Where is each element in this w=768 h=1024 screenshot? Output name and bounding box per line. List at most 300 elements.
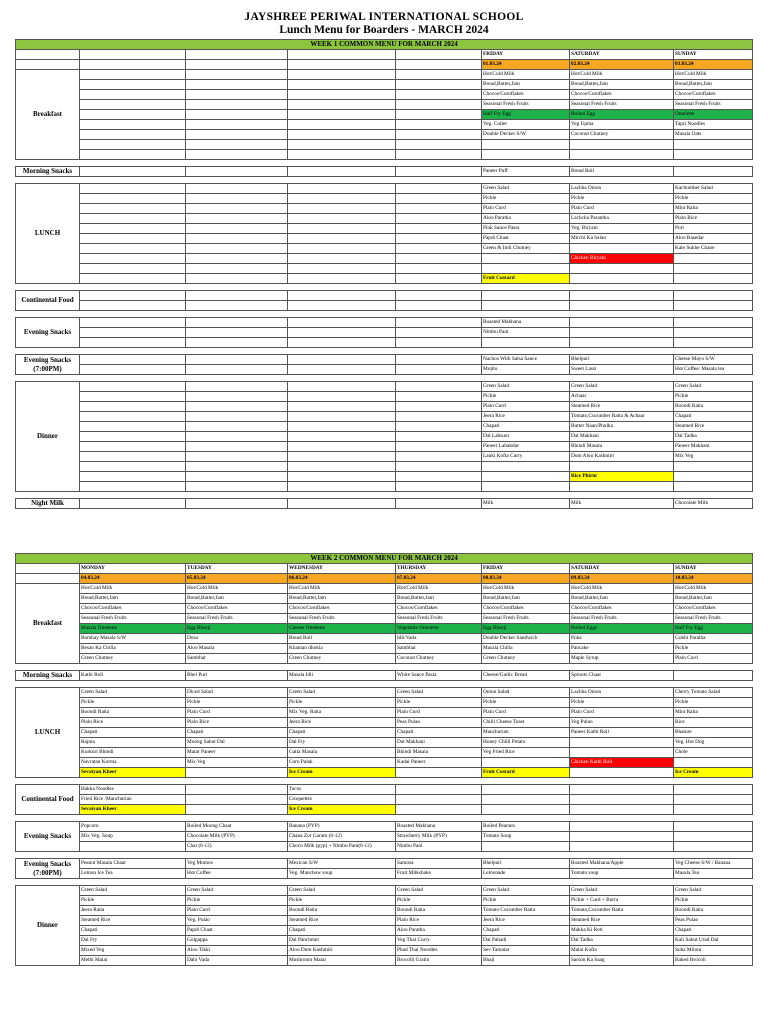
menu-item	[80, 140, 186, 150]
menu-item: Mirchi Ka Salan	[570, 234, 674, 244]
menu-item: Plain Curd	[186, 906, 288, 916]
menu-row	[16, 70, 753, 80]
menu-item	[288, 392, 396, 402]
menu-item: Half Fry Egg	[482, 110, 570, 120]
menu-item	[482, 140, 570, 150]
date-cell	[288, 60, 396, 70]
menu-row	[16, 698, 753, 708]
date-cell: 06.03.24	[288, 574, 396, 584]
menu-item: Malai Kofta	[570, 946, 674, 956]
section-label: Evening Snacks (7:00PM)	[16, 859, 80, 879]
menu-item	[186, 768, 288, 778]
menu-item	[80, 482, 186, 492]
menu-item: Veg Pulao	[570, 718, 674, 728]
menu-item: Green Chutney	[482, 654, 570, 664]
menu-item	[396, 184, 482, 194]
menu-item	[80, 392, 186, 402]
menu-item: Pickle	[674, 392, 753, 402]
week-header-row	[16, 40, 753, 50]
section-label: Continental Food	[16, 291, 80, 311]
menu-row	[16, 822, 753, 832]
menu-item	[186, 795, 288, 805]
date-cell	[80, 60, 186, 70]
menu-row	[16, 462, 753, 472]
menu-item	[80, 184, 186, 194]
menu-item: Chana Zor Garam (6-12)	[288, 832, 396, 842]
menu-item: Mojito	[482, 365, 570, 375]
menu-item	[80, 224, 186, 234]
menu-item: Omelette	[674, 110, 753, 120]
section-label: Breakfast	[16, 584, 80, 664]
menu-item: Gatta Masala	[288, 748, 396, 758]
menu-item	[288, 110, 396, 120]
menu-item	[396, 194, 482, 204]
menu-item: Mint Raita	[674, 708, 753, 718]
menu-item: Hot/Cold Milk	[80, 584, 186, 594]
menu-item	[396, 462, 482, 472]
day-name: SUNDAY	[674, 564, 753, 574]
menu-item	[396, 214, 482, 224]
menu-item	[396, 254, 482, 264]
menu-row	[16, 644, 753, 654]
menu-item	[288, 462, 396, 472]
menu-item: Chai (6-12)	[186, 842, 288, 852]
menu-item: Chapati	[80, 728, 186, 738]
menu-item	[288, 365, 396, 375]
section-label: Morning Snacks	[16, 167, 80, 177]
menu-item	[674, 254, 753, 264]
menu-item	[674, 274, 753, 284]
menu-item	[186, 90, 288, 100]
menu-row	[16, 768, 753, 778]
menu-item: Aloo Paratha	[396, 926, 482, 936]
menu-row	[16, 499, 753, 509]
date-cell: 09.03.24	[570, 574, 674, 584]
menu-item: Masala Idli	[288, 671, 396, 681]
menu-item	[186, 318, 288, 328]
menu-item	[288, 234, 396, 244]
menu-row	[16, 594, 753, 604]
menu-row	[16, 355, 753, 365]
menu-item: Pickle	[570, 698, 674, 708]
menu-item	[570, 140, 674, 150]
menu-item: Bread,Butter,Jam	[674, 594, 753, 604]
menu-item: Pickle	[482, 896, 570, 906]
menu-item: Jeera Rice	[288, 718, 396, 728]
menu-item: Masala Omelette	[80, 624, 186, 634]
day-name	[186, 50, 288, 60]
menu-item	[80, 452, 186, 462]
menu-row	[16, 110, 753, 120]
menu-item: Corn Palak	[288, 758, 396, 768]
menu-row	[16, 946, 753, 956]
menu-row	[16, 624, 753, 634]
menu-item	[482, 301, 570, 311]
menu-item	[186, 274, 288, 284]
menu-item: White Sauce Pasta	[396, 671, 482, 681]
menu-item: Mix Veg	[186, 758, 288, 768]
menu-item: Bread,Butter,Jam	[396, 594, 482, 604]
menu-item: Tomato,Cucumber Raita & Achaar	[570, 412, 674, 422]
menu-item: Strawberry Milk (PYP)	[396, 832, 482, 842]
menu-item	[288, 120, 396, 130]
menu-item: Ice Cream	[288, 768, 396, 778]
menu-item: Bread,Butter,Jam	[482, 80, 570, 90]
menu-item	[396, 291, 482, 301]
menu-item: Pickle	[80, 896, 186, 906]
menu-item: Milk	[570, 499, 674, 509]
menu-item	[80, 442, 186, 452]
menu-item	[674, 264, 753, 274]
menu-item	[396, 130, 482, 140]
menu-item: Lachha Onion	[570, 688, 674, 698]
menu-item	[674, 301, 753, 311]
menu-item: Green Salad	[186, 886, 288, 896]
menu-item	[186, 204, 288, 214]
menu-item	[288, 150, 396, 160]
menu-item	[288, 338, 396, 348]
corner-cell	[16, 564, 80, 574]
menu-item: Seasonal Fresh Fruits	[80, 614, 186, 624]
menu-item	[396, 499, 482, 509]
menu-item: Banana (PYP)	[288, 822, 396, 832]
menu-item: Green Salad	[674, 382, 753, 392]
menu-item	[186, 805, 288, 815]
menu-item	[80, 100, 186, 110]
menu-item: Sweet Lassi	[570, 365, 674, 375]
dates-row	[16, 574, 753, 584]
menu-item: Dal Makhani	[396, 738, 482, 748]
menu-item: Boiled Peanuts	[482, 822, 570, 832]
menu-item: Diced Salad	[186, 688, 288, 698]
menu-item	[674, 318, 753, 328]
menu-item: Plain Curd	[396, 708, 482, 718]
menu-item: Lauki Kofta Curry	[482, 452, 570, 462]
menu-item: Phad Thai Noodles	[396, 946, 482, 956]
menu-item: Pickle	[674, 896, 753, 906]
menu-item: Mix Veg. Soup	[80, 832, 186, 842]
menu-item: Seasonal Fresh Fruits	[396, 614, 482, 624]
day-names-row	[16, 564, 753, 574]
menu-item: Chocos/Cornflakes	[482, 90, 570, 100]
menu-item: Boiled Moong Chaat	[186, 822, 288, 832]
menu-item: Bread Roll	[288, 634, 396, 644]
menu-item: Jeera Rice	[482, 412, 570, 422]
menu-item	[186, 291, 288, 301]
menu-item: Pickle	[396, 896, 482, 906]
menu-item: Green & Imli Chutney	[482, 244, 570, 254]
menu-item: Green Salad	[396, 886, 482, 896]
menu-item	[288, 194, 396, 204]
menu-item: Aloo Masala	[186, 644, 288, 654]
menu-item	[482, 150, 570, 160]
menu-item: Green Salad	[570, 382, 674, 392]
menu-item: Steamed Rice	[570, 916, 674, 926]
menu-item	[80, 120, 186, 130]
menu-row	[16, 301, 753, 311]
menu-item: Baked Brocoli	[674, 956, 753, 966]
menu-row	[16, 264, 753, 274]
menu-item: Jeera Rice	[482, 916, 570, 926]
menu-row	[16, 859, 753, 869]
menu-item: Aloo Rasedar	[674, 234, 753, 244]
menu-item	[570, 301, 674, 311]
menu-item: Veg. Pulao	[186, 916, 288, 926]
section-label: LUNCH	[16, 184, 80, 284]
menu-item	[288, 472, 396, 482]
menu-item	[80, 234, 186, 244]
menu-item: Chocos/Cornflakes	[674, 90, 753, 100]
menu-item: Cheese Omelette	[288, 624, 396, 634]
menu-item	[80, 365, 186, 375]
menu-item: Manchurian	[482, 728, 570, 738]
menu-item	[80, 301, 186, 311]
menu-item	[570, 832, 674, 842]
menu-item: Steamed Rice	[80, 916, 186, 926]
menu-item: Pickle	[674, 644, 753, 654]
menu-item: Mexican S/W	[288, 859, 396, 869]
menu-item	[396, 482, 482, 492]
day-name: FRIDAY	[482, 50, 570, 60]
menu-item: Tomato Soup	[482, 832, 570, 842]
menu-item: Jeera Raita	[80, 906, 186, 916]
section-label: Breakfast	[16, 70, 80, 160]
menu-item: Dal Lahsuni	[482, 432, 570, 442]
section-spacer	[16, 778, 753, 785]
menu-item	[186, 785, 288, 795]
menu-item	[396, 365, 482, 375]
menu-item: Boiled Eggs	[570, 624, 674, 634]
menu-item: Bhindi Masala	[570, 442, 674, 452]
day-name: TUESDAY	[186, 564, 288, 574]
menu-item	[396, 338, 482, 348]
menu-item: Pickle	[482, 698, 570, 708]
menu-item: Tomato soup	[570, 869, 674, 879]
menu-item: Vegetable Omelette	[396, 624, 482, 634]
menu-item	[186, 338, 288, 348]
menu-item	[80, 355, 186, 365]
section-label: Dinner	[16, 886, 80, 966]
menu-item	[80, 432, 186, 442]
menu-item: Veg Cheese S/W / Banana	[674, 859, 753, 869]
section-spacer	[16, 852, 753, 859]
menu-row	[16, 150, 753, 160]
menu-item: Dal Tadka	[570, 936, 674, 946]
menu-item	[570, 338, 674, 348]
menu-row	[16, 584, 753, 594]
menu-item: Plain Curd	[570, 204, 674, 214]
day-names-row	[16, 50, 753, 60]
menu-item	[288, 244, 396, 254]
menu-item: Matar Paneer	[186, 748, 288, 758]
menu-item	[186, 214, 288, 224]
menu-item: Dum Aloo Kashmiri	[570, 452, 674, 462]
menu-item	[288, 254, 396, 264]
menu-row	[16, 926, 753, 936]
menu-row	[16, 805, 753, 815]
menu-item	[80, 150, 186, 160]
day-name: FRIDAY	[482, 564, 570, 574]
menu-item: Pickle	[570, 194, 674, 204]
section-label: LUNCH	[16, 688, 80, 778]
menu-item: Makka Ki Roti	[570, 926, 674, 936]
section-spacer	[16, 492, 753, 499]
menu-item	[674, 328, 753, 338]
menu-item: Dal Pahadi	[482, 936, 570, 946]
menu-item: Gobhi Paratha	[674, 634, 753, 644]
menu-item: Paneer Lababdar	[482, 442, 570, 452]
menu-item: Poha	[570, 634, 674, 644]
menu-item	[288, 291, 396, 301]
menu-item	[80, 422, 186, 432]
menu-row	[16, 90, 753, 100]
menu-item: Sevaiyan Kheer	[80, 805, 186, 815]
menu-item	[288, 274, 396, 284]
menu-item: Dal Makhani	[570, 432, 674, 442]
menu-row	[16, 318, 753, 328]
menu-item: Chapati	[80, 926, 186, 936]
menu-item: Croquettes	[288, 795, 396, 805]
menu-item: Green Salad	[482, 382, 570, 392]
menu-row	[16, 472, 753, 482]
menu-item	[570, 785, 674, 795]
menu-row	[16, 80, 753, 90]
menu-row	[16, 936, 753, 946]
menu-item	[80, 338, 186, 348]
menu-item	[186, 224, 288, 234]
menu-item: Hot Coffee/ Masala tea	[674, 365, 753, 375]
menu-item: Steamed Rice	[674, 422, 753, 432]
section-spacer	[16, 681, 753, 688]
menu-item	[396, 402, 482, 412]
menu-item: Honey Chilli Potato	[482, 738, 570, 748]
menu-item: Pickle	[186, 698, 288, 708]
menu-item: Kathi Roll	[80, 671, 186, 681]
menu-item	[80, 90, 186, 100]
menu-item: Achaar	[570, 392, 674, 402]
menu-item: Onion Salad	[482, 688, 570, 698]
menu-item	[482, 338, 570, 348]
menu-item	[674, 167, 753, 177]
menu-item	[80, 130, 186, 140]
spacer-cell	[16, 815, 753, 822]
menu-item	[396, 110, 482, 120]
menu-item	[396, 120, 482, 130]
menu-item	[674, 758, 753, 768]
menu-item	[288, 318, 396, 328]
date-cell: 10.03.24	[674, 574, 753, 584]
menu-item	[396, 328, 482, 338]
menu-item	[482, 472, 570, 482]
menu-item: Sevaiyan Kheer	[80, 768, 186, 778]
week-2-menu-table	[15, 553, 753, 966]
menu-item: Besan Ka Chilla	[80, 644, 186, 654]
menu-item: Fruit Custard	[482, 768, 570, 778]
menu-item	[186, 80, 288, 90]
menu-item: Peas Pulao	[396, 718, 482, 728]
menu-item	[396, 140, 482, 150]
menu-item: Chapati	[482, 926, 570, 936]
menu-item: Veg Thai Curry	[396, 936, 482, 946]
menu-item: Bread,Butter,Jam	[186, 594, 288, 604]
menu-item: Paneer Kathi Roll	[570, 728, 674, 738]
menu-row	[16, 718, 753, 728]
corner-cell	[16, 60, 80, 70]
menu-item: Chapati	[288, 926, 396, 936]
menu-item: Chapati	[396, 728, 482, 738]
menu-item	[396, 264, 482, 274]
menu-item	[396, 432, 482, 442]
menu-item: Green Salad	[288, 886, 396, 896]
menu-item: Moong Sabut Dal	[186, 738, 288, 748]
menu-item	[80, 318, 186, 328]
menu-item: Green Salad	[80, 886, 186, 896]
menu-item	[482, 482, 570, 492]
menu-item: Hakka Noodles	[80, 785, 186, 795]
menu-item	[396, 204, 482, 214]
menu-item	[186, 301, 288, 311]
menu-row	[16, 214, 753, 224]
menu-item: Milk	[482, 499, 570, 509]
menu-item	[186, 402, 288, 412]
menu-item: Lachcha Parantha	[570, 214, 674, 224]
section-label: Night Milk	[16, 499, 80, 509]
menu-row	[16, 604, 753, 614]
menu-item: Plain Rice	[186, 718, 288, 728]
menu-item	[674, 150, 753, 160]
menu-item: Pancake	[570, 644, 674, 654]
menu-item	[396, 452, 482, 462]
menu-item	[396, 90, 482, 100]
menu-item: Double Decker Sandwich	[482, 634, 570, 644]
menu-row	[16, 194, 753, 204]
menu-item	[288, 167, 396, 177]
day-name: SATURDAY	[570, 564, 674, 574]
menu-item	[186, 120, 288, 130]
menu-item	[396, 274, 482, 284]
corner-cell	[16, 50, 80, 60]
menu-item: Sambhar	[186, 654, 288, 664]
menu-item	[674, 472, 753, 482]
menu-item: Chocos/Cornflakes	[396, 604, 482, 614]
menu-item	[80, 167, 186, 177]
menu-row	[16, 482, 753, 492]
menu-row	[16, 338, 753, 348]
menu-row	[16, 274, 753, 284]
menu-item	[482, 805, 570, 815]
menu-row	[16, 432, 753, 442]
menu-item	[186, 184, 288, 194]
menu-item: Mushroom Matar	[288, 956, 396, 966]
menu-item: Cherry Tomato Salad	[674, 688, 753, 698]
menu-row	[16, 291, 753, 301]
menu-item: Masala Tea	[674, 869, 753, 879]
menu-row	[16, 412, 753, 422]
menu-item: Plain Rice	[674, 214, 753, 224]
week-title: WEEK 1 COMMON MENU FOR MARCH 2024	[16, 40, 753, 50]
menu-row	[16, 738, 753, 748]
menu-item	[80, 291, 186, 301]
menu-row	[16, 785, 753, 795]
menu-item	[674, 671, 753, 681]
menu-row	[16, 382, 753, 392]
menu-item	[674, 291, 753, 301]
menu-item	[674, 795, 753, 805]
menu-item	[396, 234, 482, 244]
menu-item	[396, 382, 482, 392]
section-label: Morning Snacks	[16, 671, 80, 681]
menu-item	[482, 462, 570, 472]
